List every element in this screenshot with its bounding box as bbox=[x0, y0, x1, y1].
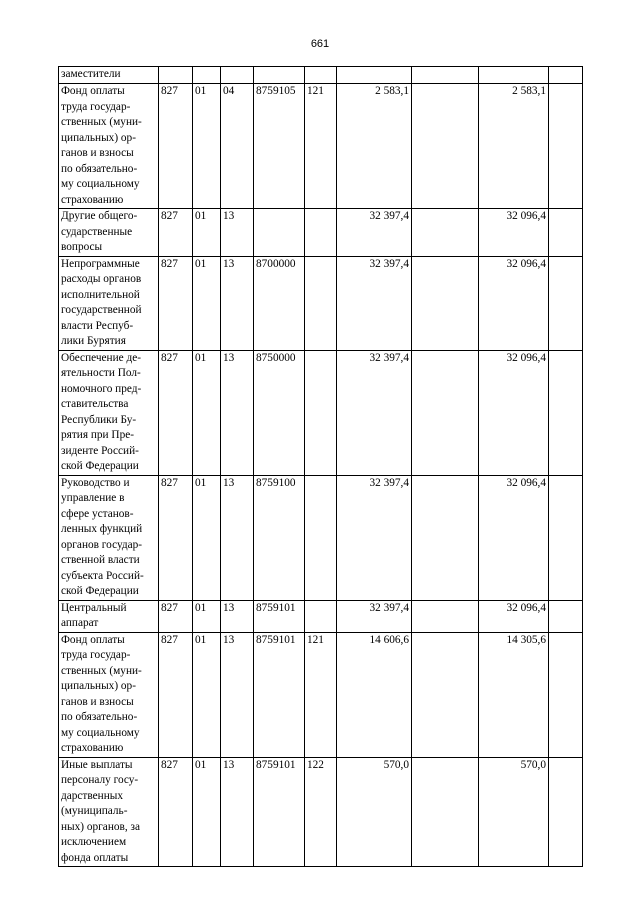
table-row bbox=[59, 600, 583, 632]
section-code-cell: 01 bbox=[193, 256, 221, 350]
amount-cell-1: 32 397,4 bbox=[337, 350, 412, 475]
section-code-cell: 01 bbox=[193, 209, 221, 257]
amount-cell-3 bbox=[479, 67, 549, 84]
table-row bbox=[59, 209, 583, 257]
target-article-cell: 8700000 bbox=[254, 256, 305, 350]
expense-type-cell bbox=[305, 256, 337, 350]
expense-type-cell bbox=[305, 350, 337, 475]
row-name-cell: Центральный аппарат bbox=[59, 600, 159, 632]
amount-cell-3: 14 305,6 bbox=[479, 632, 549, 757]
target-article-cell: 8759101 bbox=[254, 757, 305, 867]
amount-cell-1 bbox=[337, 67, 412, 84]
empty-cell bbox=[549, 475, 583, 600]
section-code-cell: 01 bbox=[193, 632, 221, 757]
row-name-cell: Непрограммные расходы органов исполнительной государственной власти Респуб- лики Бурятия bbox=[59, 256, 159, 350]
empty-cell bbox=[549, 84, 583, 209]
row-name-cell: Фонд оплаты труда государ- ственных (муни- ципальных) ор- ганов и взносы по обязательно- му социальному страхованию bbox=[59, 84, 159, 209]
empty-cell bbox=[549, 632, 583, 757]
table-row bbox=[59, 757, 583, 867]
amount-cell-2 bbox=[412, 256, 479, 350]
empty-cell bbox=[549, 757, 583, 867]
target-article-cell: 8759101 bbox=[254, 632, 305, 757]
target-article-cell bbox=[254, 209, 305, 257]
table-row bbox=[59, 84, 583, 209]
amount-cell-3: 32 096,4 bbox=[479, 600, 549, 632]
empty-cell bbox=[549, 600, 583, 632]
amount-cell-2 bbox=[412, 475, 479, 600]
page-number: 661 bbox=[310, 38, 330, 50]
amount-cell-1: 14 606,6 bbox=[337, 632, 412, 757]
amount-cell-3: 32 096,4 bbox=[479, 209, 549, 257]
row-name-cell: Руководство и управление в сфере установ- ленных функций органов государ- ственной власти субъекта Россий- ской Федерации bbox=[59, 475, 159, 600]
ministry-code-cell: 827 bbox=[159, 475, 193, 600]
amount-cell-2 bbox=[412, 600, 479, 632]
budget-table bbox=[58, 66, 583, 867]
section-code-cell: 01 bbox=[193, 84, 221, 209]
subsection-code-cell: 13 bbox=[221, 632, 254, 757]
table-row bbox=[59, 475, 583, 600]
subsection-code-cell: 04 bbox=[221, 84, 254, 209]
section-code-cell: 01 bbox=[193, 757, 221, 867]
section-code-cell: 01 bbox=[193, 350, 221, 475]
subsection-code-cell: 13 bbox=[221, 600, 254, 632]
subsection-code-cell: 13 bbox=[221, 757, 254, 867]
ministry-code-cell: 827 bbox=[159, 209, 193, 257]
ministry-code-cell: 827 bbox=[159, 600, 193, 632]
amount-cell-3: 2 583,1 bbox=[479, 84, 549, 209]
row-name-cell: Фонд оплаты труда государ- ственных (муни- ципальных) ор- ганов и взносы по обязательно- му социальному страхованию bbox=[59, 632, 159, 757]
amount-cell-3: 32 096,4 bbox=[479, 256, 549, 350]
ministry-code-cell: 827 bbox=[159, 632, 193, 757]
subsection-code-cell: 13 bbox=[221, 256, 254, 350]
amount-cell-3: 32 096,4 bbox=[479, 350, 549, 475]
target-article-cell: 8759105 bbox=[254, 84, 305, 209]
empty-cell bbox=[549, 256, 583, 350]
expense-type-cell: 121 bbox=[305, 84, 337, 209]
subsection-code-cell: 13 bbox=[221, 475, 254, 600]
target-article-cell bbox=[254, 67, 305, 84]
expense-type-cell: 121 bbox=[305, 632, 337, 757]
amount-cell-3: 32 096,4 bbox=[479, 475, 549, 600]
section-code-cell bbox=[193, 67, 221, 84]
amount-cell-2 bbox=[412, 209, 479, 257]
amount-cell-3: 570,0 bbox=[479, 757, 549, 867]
row-name-cell: заместители bbox=[59, 67, 159, 84]
amount-cell-1: 32 397,4 bbox=[337, 475, 412, 600]
ministry-code-cell: 827 bbox=[159, 350, 193, 475]
amount-cell-1: 32 397,4 bbox=[337, 209, 412, 257]
empty-cell bbox=[549, 209, 583, 257]
empty-cell bbox=[549, 67, 583, 84]
row-name-cell: Обеспечение де- ятельности Пол- номочного пред- ставительства Республики Бу- рятия при Пре- зиденте Россий- ской Федерации bbox=[59, 350, 159, 475]
expense-type-cell bbox=[305, 475, 337, 600]
subsection-code-cell: 13 bbox=[221, 350, 254, 475]
expense-type-cell: 122 bbox=[305, 757, 337, 867]
amount-cell-1: 32 397,4 bbox=[337, 256, 412, 350]
amount-cell-2 bbox=[412, 350, 479, 475]
expense-type-cell bbox=[305, 600, 337, 632]
table-row bbox=[59, 67, 583, 84]
table-row bbox=[59, 350, 583, 475]
section-code-cell: 01 bbox=[193, 600, 221, 632]
ministry-code-cell: 827 bbox=[159, 256, 193, 350]
amount-cell-2 bbox=[412, 632, 479, 757]
subsection-code-cell: 13 bbox=[221, 209, 254, 257]
subsection-code-cell bbox=[221, 67, 254, 84]
amount-cell-2 bbox=[412, 67, 479, 84]
amount-cell-2 bbox=[412, 757, 479, 867]
empty-cell bbox=[549, 350, 583, 475]
ministry-code-cell: 827 bbox=[159, 757, 193, 867]
expense-type-cell bbox=[305, 67, 337, 84]
target-article-cell: 8759100 bbox=[254, 475, 305, 600]
amount-cell-1: 570,0 bbox=[337, 757, 412, 867]
expense-type-cell bbox=[305, 209, 337, 257]
amount-cell-2 bbox=[412, 84, 479, 209]
section-code-cell: 01 bbox=[193, 475, 221, 600]
amount-cell-1: 2 583,1 bbox=[337, 84, 412, 209]
target-article-cell: 8750000 bbox=[254, 350, 305, 475]
target-article-cell: 8759101 bbox=[254, 600, 305, 632]
table-row bbox=[59, 256, 583, 350]
ministry-code-cell: 827 bbox=[159, 84, 193, 209]
amount-cell-1: 32 397,4 bbox=[337, 600, 412, 632]
row-name-cell: Иные выплаты персоналу госу- дарственных (муниципаль- ных) органов, за исключением фонда оплаты bbox=[59, 757, 159, 867]
row-name-cell: Другие общего- сударственные вопросы bbox=[59, 209, 159, 257]
table-row bbox=[59, 632, 583, 757]
ministry-code-cell bbox=[159, 67, 193, 84]
